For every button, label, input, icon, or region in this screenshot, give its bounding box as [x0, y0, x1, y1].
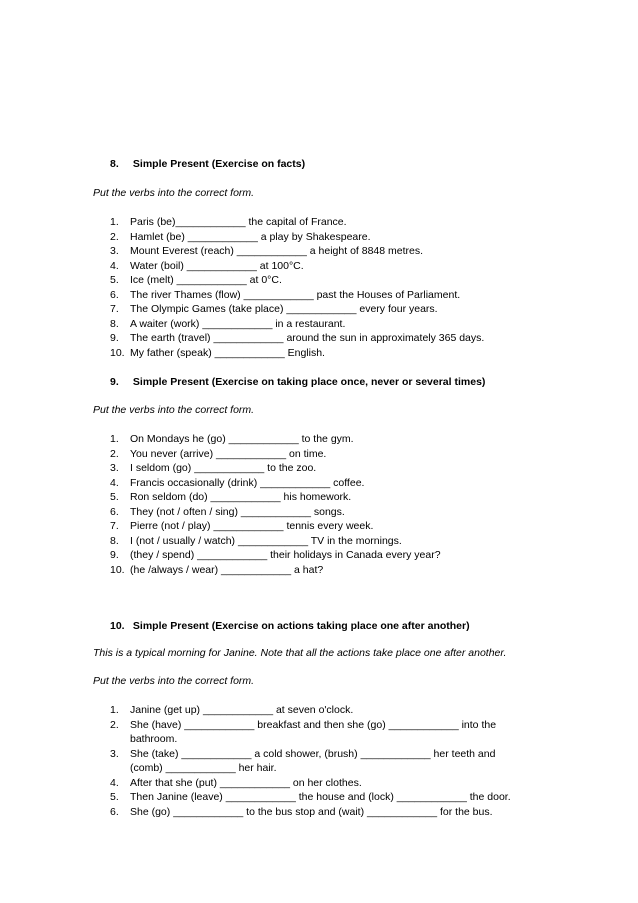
- list-item: [110, 519, 530, 534]
- item-number: 10.: [110, 346, 125, 359]
- item-text: Paris (be)____________ the capital of France.: [130, 216, 347, 228]
- item-text: After that she (put) ____________ on her clothes.: [130, 776, 362, 789]
- section-8-list: [110, 215, 530, 360]
- item-text: (he /always / wear) ____________ a hat?: [130, 563, 324, 576]
- item-text: I seldom (go) ____________ to the zoo.: [130, 462, 317, 474]
- item-number: 4.: [110, 776, 119, 789]
- item-text: The earth (travel) ____________ around the sun in approximately 365 days.: [130, 332, 485, 344]
- list-item: [110, 505, 530, 520]
- section-number: 9.: [110, 376, 119, 388]
- item-number: 1.: [110, 216, 119, 228]
- item-text: Ice (melt) ____________ at 0°C.: [130, 274, 282, 286]
- item-number: 9.: [110, 332, 119, 344]
- item-text: Ron seldom (do) ____________ his homework.: [130, 491, 352, 503]
- item-text: They (not / often / sing) ____________ songs.: [130, 505, 345, 518]
- section-10-heading: [110, 620, 470, 632]
- list-item: [110, 244, 530, 259]
- list-item: [110, 346, 530, 361]
- item-text: You never (arrive) ____________ on time.: [130, 447, 327, 460]
- item-number: 8.: [110, 534, 119, 547]
- list-item: [110, 490, 530, 505]
- item-text: Francis occasionally (drink) ____________ coffee.: [130, 476, 365, 489]
- item-text: Then Janine (leave) ____________ the house and (lock) ____________ the door.: [130, 791, 511, 803]
- section-8-heading: [110, 158, 305, 170]
- item-number: 4.: [110, 259, 119, 272]
- list-item: [110, 805, 520, 820]
- list-item: [110, 331, 530, 346]
- item-number: 5.: [110, 491, 119, 503]
- list-item: [110, 288, 530, 303]
- item-number: 10.: [110, 563, 125, 576]
- item-number: 1.: [110, 704, 119, 716]
- item-number: 2.: [110, 447, 119, 460]
- item-number: 7.: [110, 520, 119, 532]
- item-text: The river Thames (flow) ____________ past the Houses of Parliament.: [130, 288, 461, 301]
- list-item: [110, 432, 530, 447]
- list-item: [110, 215, 530, 230]
- item-text: Pierre (not / play) ____________ tennis every week.: [130, 520, 374, 532]
- list-item: [110, 718, 520, 747]
- item-number: 9.: [110, 549, 119, 561]
- section-10-intro: This is a typical morning for Janine. Note that all the actions take place one after another.: [93, 647, 507, 659]
- item-text: Hamlet (be) ____________ a play by Shakespeare.: [130, 230, 371, 243]
- section-8-instruction: Put the verbs into the correct form.: [93, 187, 255, 199]
- section-9-instruction: Put the verbs into the correct form.: [93, 404, 255, 416]
- item-text: Janine (get up) ____________ at seven o'clock.: [130, 704, 354, 716]
- section-number: 8.: [110, 158, 119, 170]
- list-item: [110, 790, 520, 805]
- section-10-list: [110, 703, 520, 819]
- list-item: [110, 548, 530, 563]
- list-item: [110, 259, 530, 274]
- section-10-instruction: Put the verbs into the correct form.: [93, 675, 255, 687]
- list-item: [110, 317, 530, 332]
- section-title: Simple Present (Exercise on actions taking place one after another): [132, 620, 470, 632]
- item-text: Water (boil) ____________ at 100°C.: [130, 259, 304, 272]
- item-number: 1.: [110, 433, 119, 445]
- list-item: [110, 776, 520, 791]
- item-number: 5.: [110, 791, 119, 803]
- item-text: I (not / usually / watch) ____________ TV in the mornings.: [130, 534, 402, 547]
- section-9-list: [110, 432, 530, 577]
- item-number: 2.: [110, 718, 119, 731]
- list-item: [110, 447, 530, 462]
- item-number: 3.: [110, 245, 119, 257]
- section-title: Simple Present (Exercise on facts): [132, 158, 306, 170]
- list-item: [110, 563, 530, 578]
- item-text: The Olympic Games (take place) ____________ every four years.: [130, 303, 438, 315]
- item-number: 4.: [110, 476, 119, 489]
- list-item: [110, 302, 530, 317]
- list-item: [110, 534, 530, 549]
- item-number: 6.: [110, 288, 119, 301]
- list-item: [110, 461, 530, 476]
- item-number: 7.: [110, 303, 119, 315]
- item-text: A waiter (work) ____________ in a restaurant.: [130, 317, 346, 330]
- item-text: On Mondays he (go) ____________ to the gym.: [130, 433, 354, 445]
- item-number: 5.: [110, 274, 119, 286]
- item-number: 8.: [110, 317, 119, 330]
- item-text: My father (speak) ____________ English.: [130, 346, 325, 359]
- item-number: 3.: [110, 747, 119, 760]
- section-title: Simple Present (Exercise on taking place once, never or several times): [132, 376, 486, 388]
- item-text: (they / spend) ____________ their holidays in Canada every year?: [130, 549, 441, 561]
- item-number: 6.: [110, 805, 119, 818]
- item-number: 2.: [110, 230, 119, 243]
- list-item: [110, 747, 520, 776]
- item-text: Mount Everest (reach) ____________ a height of 8848 metres.: [130, 245, 424, 257]
- list-item: [110, 273, 530, 288]
- list-item: [110, 476, 530, 491]
- item-number: 6.: [110, 505, 119, 518]
- list-item: [110, 230, 530, 245]
- item-text: She (take) ____________ a cold shower, (brush) ____________ her teeth and (comb) ____________ her hair.: [130, 747, 496, 774]
- item-text: She (have) ____________ breakfast and then she (go) ____________ into the bathroom.: [130, 718, 497, 745]
- section-number: 10.: [110, 620, 125, 632]
- list-item: [110, 703, 520, 718]
- section-9-heading: [110, 376, 485, 388]
- item-number: 3.: [110, 462, 119, 474]
- item-text: She (go) ____________ to the bus stop and (wait) ____________ for the bus.: [130, 805, 493, 818]
